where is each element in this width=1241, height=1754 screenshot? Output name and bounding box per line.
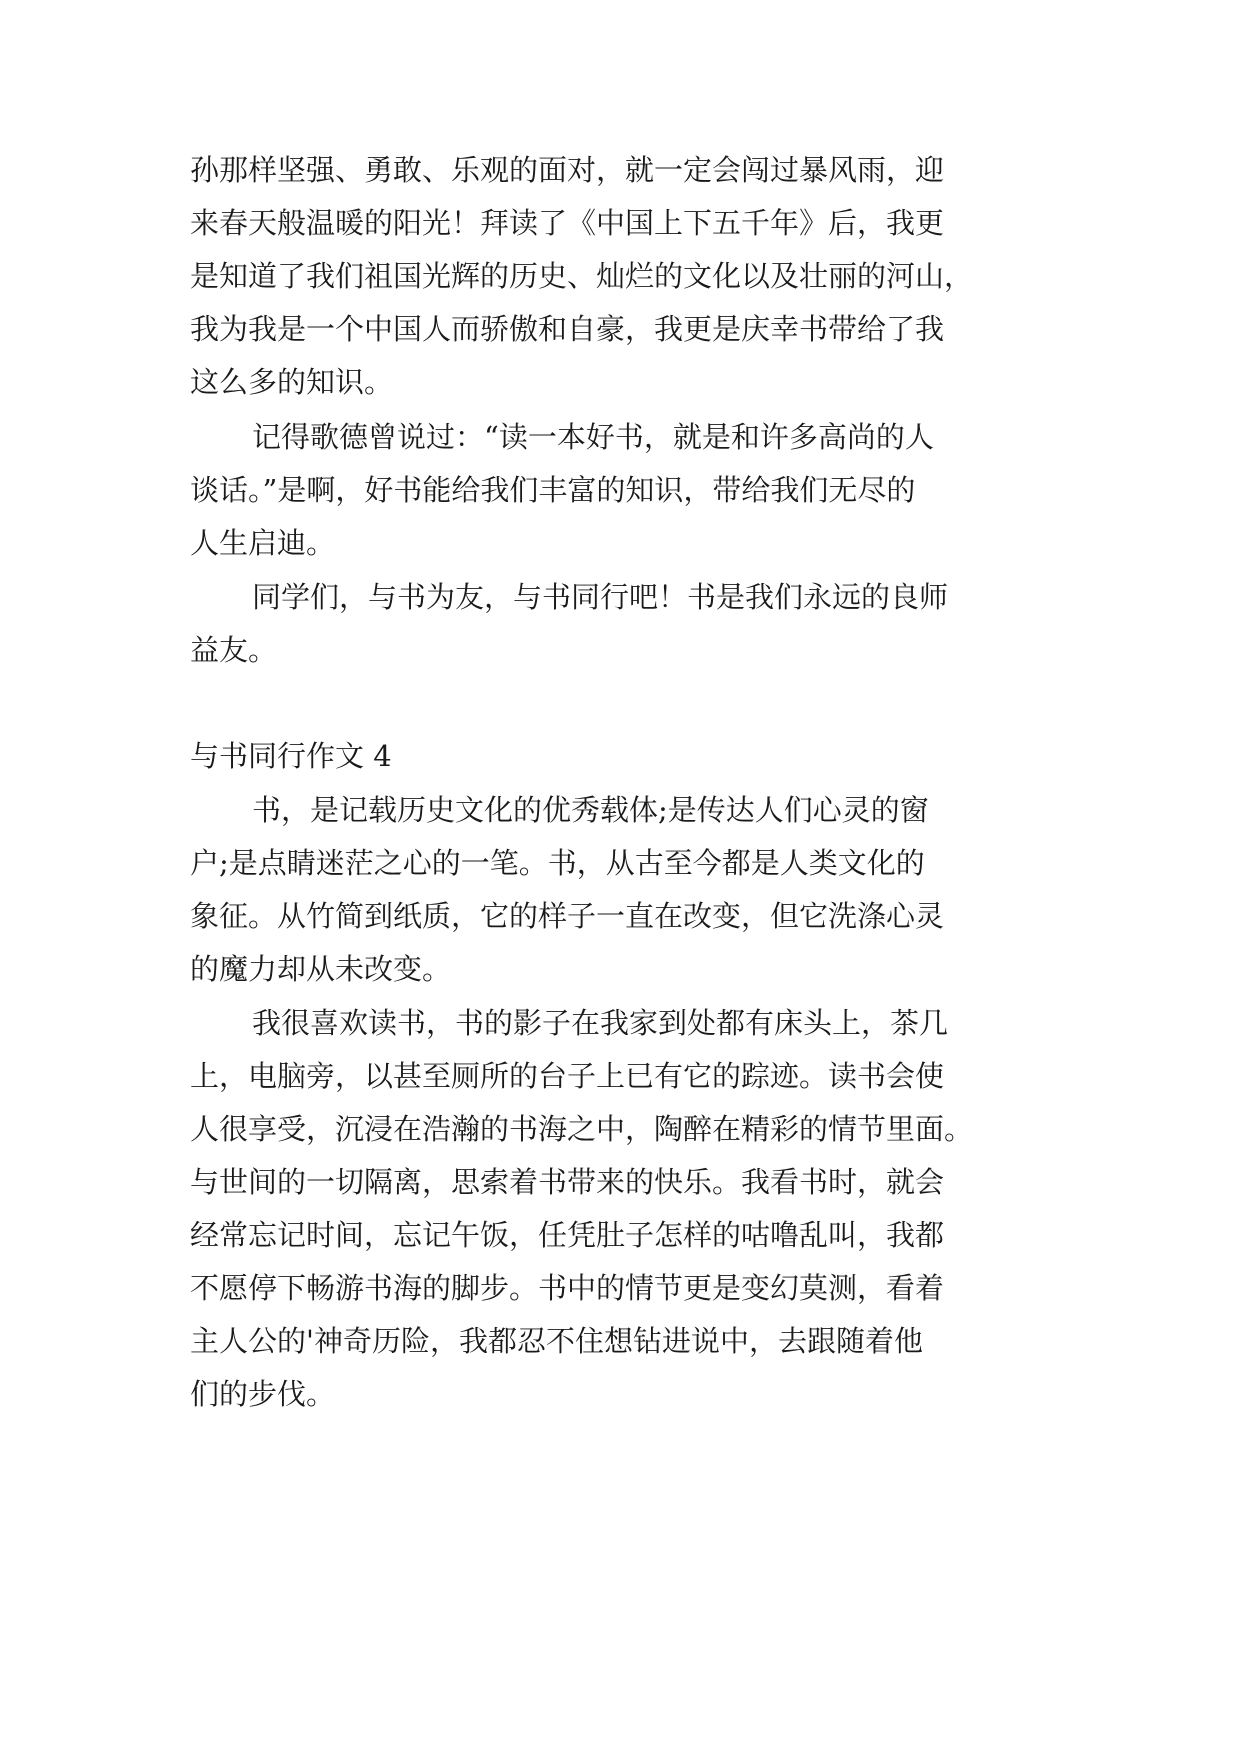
text-line: 不愿停下畅游书海的脚步。书中的情节更是变幻莫测，看着 bbox=[190, 1271, 945, 1305]
text-line: 人生启迪。 bbox=[190, 526, 336, 560]
text-line: 经常忘记时间，忘记午饭，任凭肚子怎样的咕噜乱叫，我都 bbox=[190, 1218, 945, 1252]
text-line: 是知道了我们祖国光辉的历史、灿烂的文化以及壮丽的河山， bbox=[190, 259, 974, 293]
text-line: 我为我是一个中国人而骄傲和自豪，我更是庆幸书带给了我 bbox=[190, 312, 945, 346]
text-line: 主人公的'神奇历险，我都忍不住想钻进说中，去跟随着他 bbox=[190, 1324, 923, 1358]
section-heading: 与书同行作文 4 bbox=[190, 739, 392, 773]
text-line: 来春天般温暖的阳光！拜读了《中国上下五千年》后，我更 bbox=[190, 206, 945, 240]
paragraph-first-line: 我很喜欢读书，书的影子在我家到处都有床头上，茶几 bbox=[252, 1006, 949, 1040]
text-line: 户;是点睛迷茫之心的一笔。书，从古至今都是人类文化的 bbox=[190, 846, 925, 880]
text-line: 这么多的知识。 bbox=[190, 365, 394, 399]
text-line: 们的步伐。 bbox=[190, 1377, 336, 1411]
text-line: 谈话。”是啊，好书能给我们丰富的知识，带给我们无尽的 bbox=[190, 473, 916, 507]
text-line: 与世间的一切隔离，思索着书带来的快乐。我看书时，就会 bbox=[190, 1165, 945, 1199]
text-line: 上，电脑旁，以甚至厕所的台子上已有它的踪迹。读书会使 bbox=[190, 1059, 945, 1093]
paragraph-first-line: 同学们，与书为友，与书同行吧！书是我们永远的良师 bbox=[252, 580, 949, 614]
text-line: 人很享受，沉浸在浩瀚的书海之中，陶醉在精彩的情节里面。 bbox=[190, 1112, 974, 1146]
paragraph-first-line: 书，是记载历史文化的优秀载体;是传达人们心灵的窗 bbox=[252, 793, 929, 827]
text-line: 的魔力却从未改变。 bbox=[190, 952, 452, 986]
paragraph-first-line: 记得歌德曾说过：“读一本好书，就是和许多高尚的人 bbox=[252, 420, 934, 454]
text-line: 益友。 bbox=[190, 633, 278, 667]
text-line: 孙那样坚强、勇敢、乐观的面对，就一定会闯过暴风雨，迎 bbox=[190, 153, 945, 187]
text-line: 象征。从竹简到纸质，它的样子一直在改变，但它洗涤心灵 bbox=[190, 899, 945, 933]
